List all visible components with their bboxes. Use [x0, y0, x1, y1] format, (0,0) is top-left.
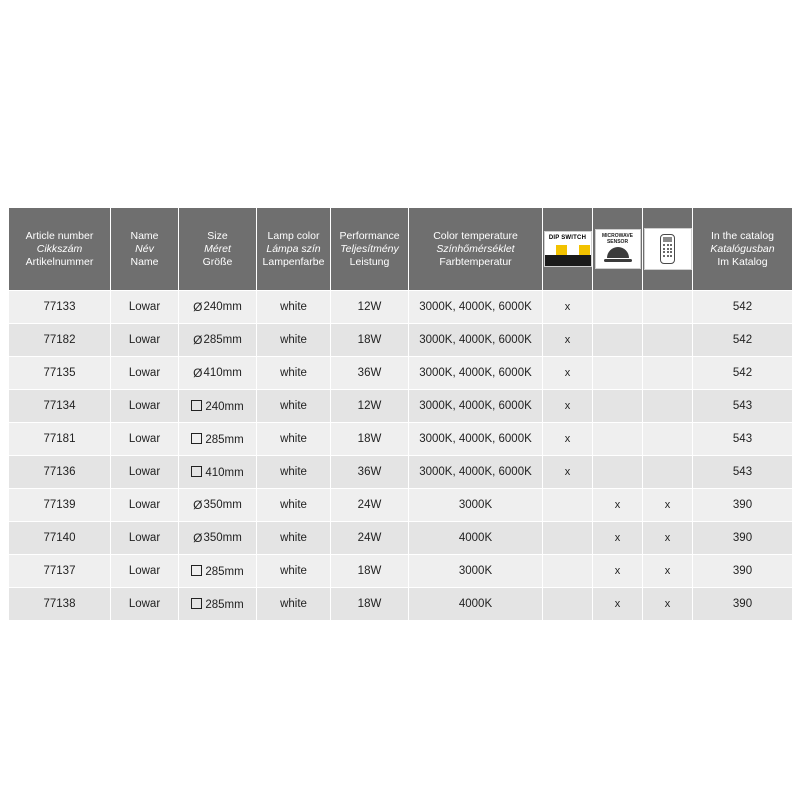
- product-spec-table-container: [8, 207, 792, 621]
- cell-in-the-catalog: 543: [693, 423, 793, 456]
- cell-size-value: 285mm: [205, 598, 244, 611]
- diameter-symbol-icon: Ø: [193, 333, 203, 347]
- header-line-en: Lamp color: [267, 229, 320, 242]
- column-header-microwave-sensor: [593, 208, 643, 291]
- header-line-en: Performance: [339, 229, 400, 242]
- table-row: [9, 390, 793, 423]
- header-line-en: Size: [207, 229, 228, 242]
- cell-dip-switch: x: [543, 291, 593, 324]
- cell-microwave-sensor: [593, 291, 643, 324]
- cell-article-number: 77137: [9, 555, 111, 588]
- header-line-hu: Katalógusban: [710, 242, 775, 255]
- column-header-remote-control: [643, 208, 693, 291]
- cell-color-temperature: 3000K, 4000K, 6000K: [409, 390, 543, 423]
- header-line-hu: Méret: [204, 242, 231, 255]
- cell-microwave-sensor: x: [593, 588, 643, 621]
- table-header: [9, 208, 793, 291]
- remote-control-icon-box: [643, 208, 692, 290]
- cell-article-number: 77133: [9, 291, 111, 324]
- cell-performance: 36W: [331, 357, 409, 390]
- cell-product-name: Lowar: [111, 522, 179, 555]
- cell-dip-switch: x: [543, 456, 593, 489]
- square-shape-icon: [191, 565, 202, 576]
- remote-control-icon: [644, 228, 692, 270]
- dip-switch-icon: [544, 231, 592, 267]
- diameter-symbol-icon: Ø: [193, 366, 203, 380]
- remote-control-icon-screen: [663, 237, 672, 242]
- table-row: [9, 522, 793, 555]
- cell-color-temperature: 3000K, 4000K, 6000K: [409, 324, 543, 357]
- square-shape-icon: [191, 466, 202, 477]
- cell-size-value: 350mm: [203, 499, 242, 511]
- cell-color-temperature: 3000K: [409, 555, 543, 588]
- cell-size-value: 410mm: [203, 367, 242, 379]
- microwave-sensor-icon: [595, 229, 641, 269]
- remote-control-icon-keys: [663, 244, 672, 257]
- cell-performance: 18W: [331, 324, 409, 357]
- column-header-article-number: [9, 208, 111, 291]
- column-header-dip-switch: [543, 208, 593, 291]
- cell-dip-switch: [543, 555, 593, 588]
- cell-size: [179, 489, 257, 522]
- cell-article-number: 77136: [9, 456, 111, 489]
- cell-size-value: 285mm: [205, 433, 244, 446]
- cell-remote-control: x: [643, 555, 693, 588]
- cell-dip-switch: [543, 489, 593, 522]
- cell-size-value: 285mm: [203, 334, 242, 346]
- column-header-size: [179, 208, 257, 291]
- header-line-hu: Név: [135, 242, 154, 255]
- cell-microwave-sensor: x: [593, 522, 643, 555]
- cell-size: [179, 324, 257, 357]
- cell-size: [179, 555, 257, 588]
- cell-article-number: 77182: [9, 324, 111, 357]
- microwave-sensor-icon-label-line1: MICROWAVE: [601, 233, 634, 239]
- diameter-symbol-icon: Ø: [193, 498, 203, 512]
- header-line-de: Im Katalog: [717, 255, 768, 268]
- square-shape-icon: [191, 598, 202, 609]
- cell-performance: 18W: [331, 555, 409, 588]
- table-row: [9, 456, 793, 489]
- cell-color-temperature: 3000K, 4000K, 6000K: [409, 291, 543, 324]
- cell-size: [179, 588, 257, 621]
- cell-performance: 18W: [331, 423, 409, 456]
- cell-remote-control: x: [643, 522, 693, 555]
- cell-lamp-color: white: [257, 456, 331, 489]
- cell-dip-switch: x: [543, 390, 593, 423]
- header-line-hu: Lámpa szín: [266, 242, 321, 255]
- cell-microwave-sensor: [593, 456, 643, 489]
- cell-article-number: 77181: [9, 423, 111, 456]
- cell-product-name: Lowar: [111, 357, 179, 390]
- diameter-symbol-icon: Ø: [193, 300, 203, 314]
- dip-switch-icon-box: [543, 208, 592, 290]
- cell-in-the-catalog: 542: [693, 324, 793, 357]
- cell-remote-control: [643, 357, 693, 390]
- cell-size: [179, 456, 257, 489]
- cell-product-name: Lowar: [111, 489, 179, 522]
- cell-size-value: 285mm: [205, 565, 244, 578]
- header-line-de: Artikelnummer: [25, 255, 94, 268]
- cell-remote-control: [643, 423, 693, 456]
- header-line-en: Name: [130, 229, 159, 242]
- column-header-product-name: [111, 208, 179, 291]
- cell-article-number: 77139: [9, 489, 111, 522]
- header-line-de: Größe: [202, 255, 233, 268]
- cell-lamp-color: white: [257, 291, 331, 324]
- cell-in-the-catalog: 543: [693, 390, 793, 423]
- cell-size-value: 240mm: [203, 301, 242, 313]
- cell-in-the-catalog: 390: [693, 588, 793, 621]
- table-body: [9, 291, 793, 621]
- cell-size: [179, 522, 257, 555]
- cell-microwave-sensor: x: [593, 555, 643, 588]
- cell-dip-switch: [543, 522, 593, 555]
- cell-remote-control: [643, 291, 693, 324]
- cell-color-temperature: 4000K: [409, 522, 543, 555]
- diameter-symbol-icon: Ø: [193, 531, 203, 545]
- header-line-hu: Teljesítmény: [340, 242, 399, 255]
- square-shape-icon: [191, 433, 202, 444]
- column-header-in-the-catalog: [693, 208, 793, 291]
- cell-product-name: Lowar: [111, 456, 179, 489]
- table-row: [9, 357, 793, 390]
- cell-lamp-color: white: [257, 555, 331, 588]
- dip-switch-icon-label: DIP SWITCH: [545, 232, 591, 245]
- remote-control-icon-body: [660, 234, 675, 264]
- cell-article-number: 77134: [9, 390, 111, 423]
- header-line-de: Farbtemperatur: [439, 255, 512, 268]
- microwave-sensor-icon-box: [593, 208, 642, 290]
- table-row: [9, 291, 793, 324]
- cell-microwave-sensor: [593, 390, 643, 423]
- cell-article-number: 77138: [9, 588, 111, 621]
- table-row: [9, 423, 793, 456]
- table-header-row: [9, 208, 793, 291]
- cell-product-name: Lowar: [111, 555, 179, 588]
- cell-lamp-color: white: [257, 324, 331, 357]
- cell-performance: 24W: [331, 522, 409, 555]
- cell-performance: 12W: [331, 291, 409, 324]
- cell-color-temperature: 3000K, 4000K, 6000K: [409, 423, 543, 456]
- cell-lamp-color: white: [257, 489, 331, 522]
- cell-size: [179, 390, 257, 423]
- cell-remote-control: [643, 390, 693, 423]
- cell-product-name: Lowar: [111, 390, 179, 423]
- cell-in-the-catalog: 390: [693, 489, 793, 522]
- microwave-sensor-icon-dome: [607, 247, 629, 258]
- table-row: [9, 555, 793, 588]
- header-line-en: Article number: [25, 229, 94, 242]
- header-line-hu: Cikkszám: [36, 242, 83, 255]
- cell-lamp-color: white: [257, 588, 331, 621]
- cell-size-value: 350mm: [203, 532, 242, 544]
- cell-remote-control: [643, 456, 693, 489]
- cell-microwave-sensor: [593, 324, 643, 357]
- cell-color-temperature: 3000K: [409, 489, 543, 522]
- cell-dip-switch: x: [543, 324, 593, 357]
- cell-remote-control: x: [643, 588, 693, 621]
- cell-performance: 18W: [331, 588, 409, 621]
- cell-product-name: Lowar: [111, 423, 179, 456]
- header-line-hu: Színhőmérséklet: [436, 242, 515, 255]
- cell-size-value: 240mm: [205, 400, 244, 413]
- cell-size: [179, 423, 257, 456]
- cell-product-name: Lowar: [111, 588, 179, 621]
- cell-lamp-color: white: [257, 522, 331, 555]
- cell-performance: 12W: [331, 390, 409, 423]
- cell-in-the-catalog: 390: [693, 555, 793, 588]
- cell-microwave-sensor: [593, 423, 643, 456]
- cell-microwave-sensor: x: [593, 489, 643, 522]
- product-spec-table: [8, 207, 793, 621]
- square-shape-icon: [191, 400, 202, 411]
- dip-switch-icon-switches: [545, 245, 591, 255]
- table-row: [9, 588, 793, 621]
- cell-dip-switch: x: [543, 357, 593, 390]
- cell-product-name: Lowar: [111, 324, 179, 357]
- cell-product-name: Lowar: [111, 291, 179, 324]
- cell-performance: 36W: [331, 456, 409, 489]
- cell-remote-control: x: [643, 489, 693, 522]
- cell-remote-control: [643, 324, 693, 357]
- cell-size-value: 410mm: [205, 466, 244, 479]
- cell-in-the-catalog: 542: [693, 291, 793, 324]
- dip-switch-icon-body: [545, 255, 591, 266]
- cell-dip-switch: x: [543, 423, 593, 456]
- cell-lamp-color: white: [257, 357, 331, 390]
- microwave-sensor-icon-label-line2: SENSOR: [606, 239, 629, 245]
- cell-performance: 24W: [331, 489, 409, 522]
- table-row: [9, 489, 793, 522]
- cell-lamp-color: white: [257, 423, 331, 456]
- column-header-lamp-color: [257, 208, 331, 291]
- header-line-en: In the catalog: [710, 229, 775, 242]
- cell-color-temperature: 3000K, 4000K, 6000K: [409, 357, 543, 390]
- cell-article-number: 77140: [9, 522, 111, 555]
- microwave-sensor-icon-base: [604, 259, 632, 262]
- header-line-en: Color temperature: [433, 229, 518, 242]
- cell-dip-switch: [543, 588, 593, 621]
- header-line-de: Leistung: [349, 255, 390, 268]
- cell-microwave-sensor: [593, 357, 643, 390]
- cell-lamp-color: white: [257, 390, 331, 423]
- cell-size: [179, 291, 257, 324]
- table-row: [9, 324, 793, 357]
- column-header-performance: [331, 208, 409, 291]
- column-header-color-temperature: [409, 208, 543, 291]
- header-line-de: Lampenfarbe: [262, 255, 325, 268]
- cell-color-temperature: 3000K, 4000K, 6000K: [409, 456, 543, 489]
- cell-color-temperature: 4000K: [409, 588, 543, 621]
- header-line-de: Name: [130, 255, 159, 268]
- cell-size: [179, 357, 257, 390]
- cell-in-the-catalog: 542: [693, 357, 793, 390]
- cell-in-the-catalog: 390: [693, 522, 793, 555]
- cell-article-number: 77135: [9, 357, 111, 390]
- cell-in-the-catalog: 543: [693, 456, 793, 489]
